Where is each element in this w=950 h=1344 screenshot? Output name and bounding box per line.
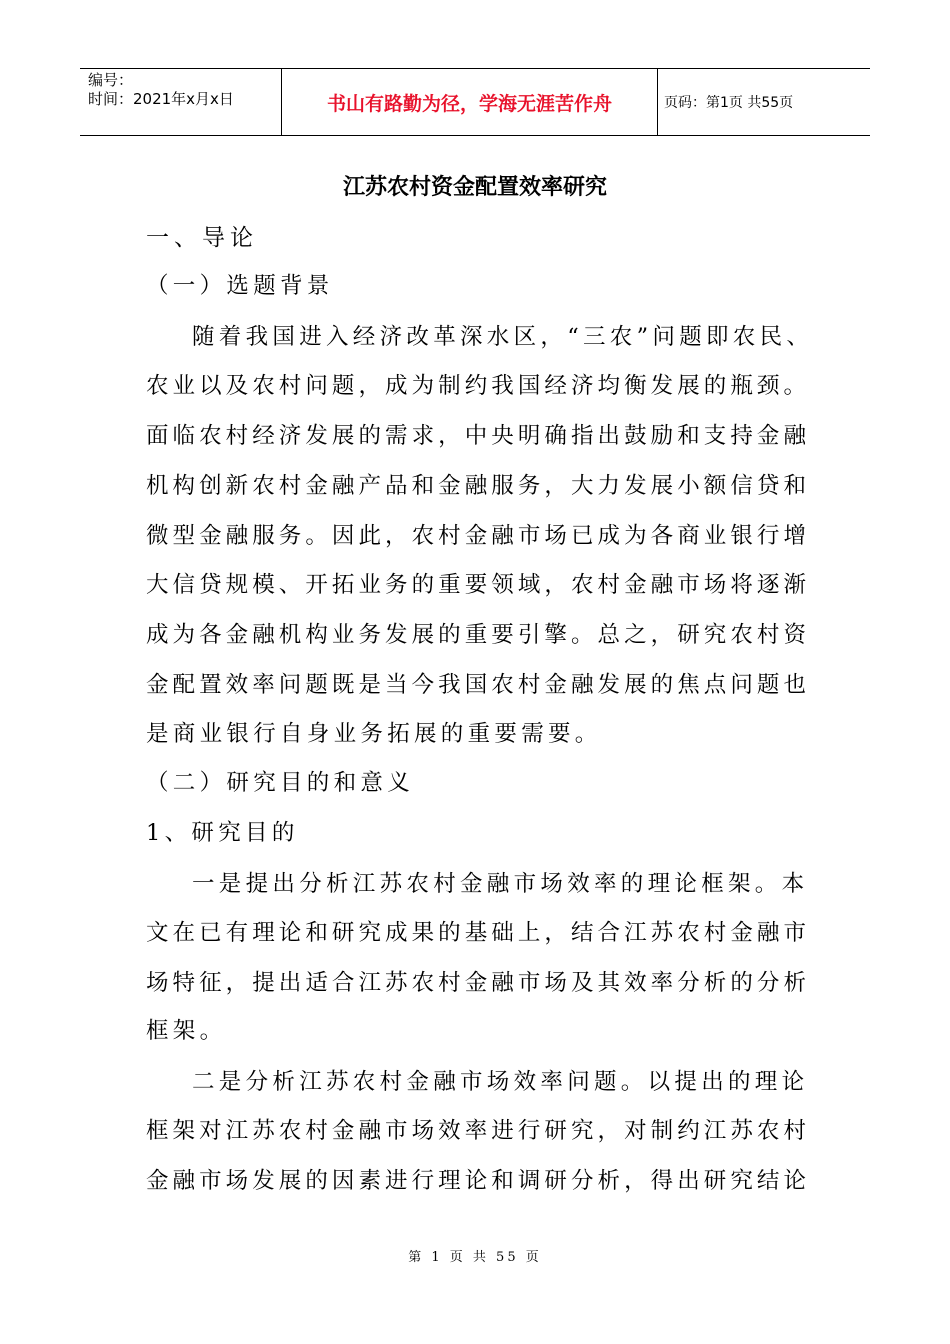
subsection-heading-purpose-significance: （二）研究目的和意义: [146, 770, 415, 796]
paragraph-line: 机构创新农村金融产品和金融服务，大力发展小额信贷和: [146, 473, 806, 499]
paragraph-line: 文在已有理论和研究成果的基础上，结合江苏农村金融市: [146, 920, 806, 946]
paragraph-line: 农业以及农村问题，成为制约我国经济均衡发展的瓶颈。: [146, 373, 806, 399]
header-meta-cell: [80, 69, 282, 135]
date-label: 时间：2021年x月x日: [88, 90, 234, 108]
paragraph-line: 随着我国进入经济改革深水区，“三农”问题即农民、: [192, 324, 814, 350]
paragraph-line: 框架对江苏农村金融市场效率进行研究，对制约江苏农村: [146, 1118, 806, 1144]
motto-text: 书山有路勤为径，学海无涯苦作舟: [326, 92, 612, 115]
page-header: [80, 68, 870, 136]
subsection-heading-purpose: 1、研究目的: [146, 820, 299, 846]
page-label: 页码：第1页 共55页: [664, 95, 794, 111]
paragraph-line: 是商业银行自身业务拓展的重要需要。: [146, 721, 602, 747]
motto-cell: [282, 69, 658, 135]
paragraph-line: 一是提出分析江苏农村金融市场效率的理论框架。本: [192, 871, 809, 897]
document-title: 江苏农村资金配置效率研究: [342, 175, 607, 200]
page-footer: 第 1 页 共 55 页: [408, 1250, 542, 1265]
page-info-cell: [658, 69, 870, 135]
paragraph-line: 框架。: [146, 1018, 227, 1044]
number-label: 编号：: [88, 71, 134, 89]
subsection-heading-background: （一）选题背景: [146, 273, 334, 299]
paragraph-line: 面临农村经济发展的需求，中央明确指出鼓励和支持金融: [146, 423, 806, 449]
paragraph-line: 微型金融服务。因此，农村金融市场已成为各商业银行增: [146, 523, 806, 549]
paragraph-line: 场特征，提出适合江苏农村金融市场及其效率分析的分析: [146, 970, 806, 996]
paragraph-line: 成为各金融机构业务发展的重要引擎。总之，研究农村资: [146, 622, 806, 648]
paragraph-line: 金融市场发展的因素进行理论和调研分析，得出研究结论: [146, 1168, 806, 1194]
paragraph-line: 金配置效率问题既是当今我国农村金融发展的焦点问题也: [146, 672, 806, 698]
section-heading-introduction: 一、导论: [146, 225, 258, 251]
paragraph-line: 大信贷规模、开拓业务的重要领域，农村金融市场将逐渐: [146, 572, 806, 598]
paragraph-line: 二是分析江苏农村金融市场效率问题。以提出的理论: [192, 1069, 809, 1095]
